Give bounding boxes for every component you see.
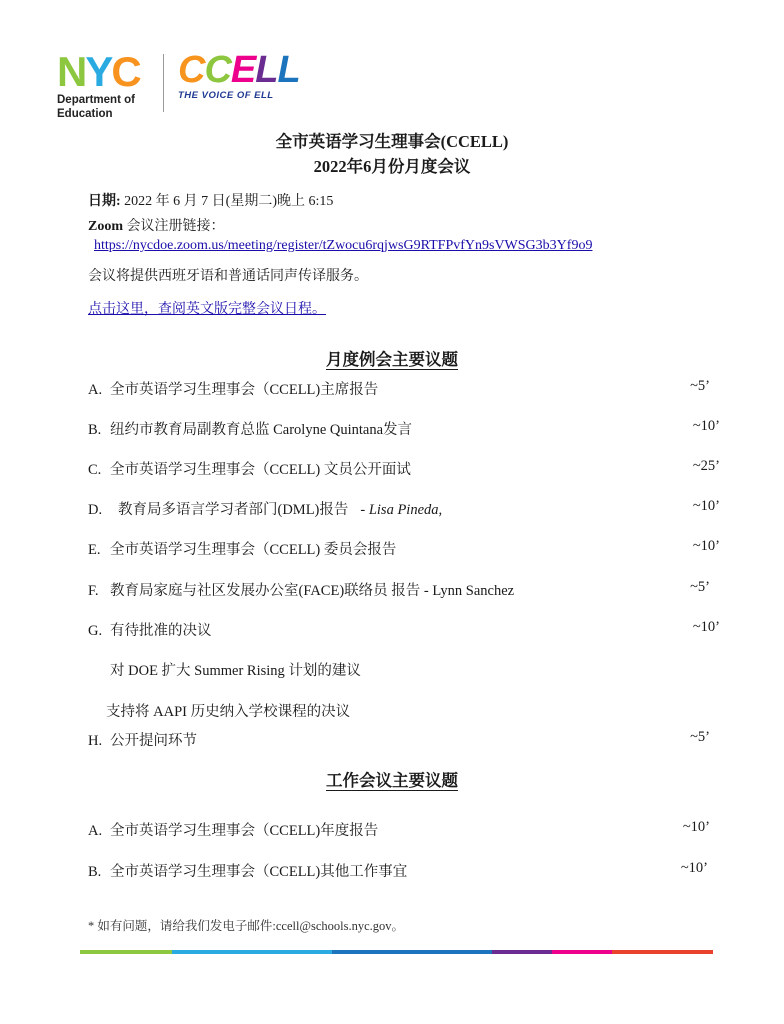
item-letter: C. <box>88 462 102 478</box>
agenda-item <box>88 729 720 750</box>
nyc-logo-line1: Department of <box>57 94 135 106</box>
ccell-letter-1: C <box>178 49 205 91</box>
item-time: ~5’ <box>690 579 710 595</box>
item-time: ~10’ <box>680 860 708 876</box>
nyc-letter-n: N <box>57 48 86 95</box>
working-section-heading <box>0 767 784 791</box>
item-time: ~10’ <box>692 538 720 554</box>
item-text: 有待批准的决议 <box>110 623 212 639</box>
date-value: 2022 年 6 月 7 日(星期二)晚上 6:15 <box>120 194 334 209</box>
item-letter: A. <box>88 823 103 839</box>
ccell-logo <box>178 49 300 101</box>
ccell-letters <box>178 49 300 91</box>
item-time: ~10’ <box>682 819 710 835</box>
footer-bar-green <box>80 950 172 954</box>
agenda-item <box>88 860 720 881</box>
agenda-item <box>88 538 720 559</box>
item-letter: D. <box>88 502 103 518</box>
resolution-item: 对 DOE 扩大 Summer Rising 计划的建议 <box>110 663 361 679</box>
ccell-letter-3: E <box>230 49 256 91</box>
ccell-letter-5: L <box>277 49 300 91</box>
footer-bar-pink <box>552 950 612 954</box>
nyc-doe-logo <box>57 48 157 120</box>
item-letter: F. <box>88 583 99 599</box>
ccell-letter-2: C <box>204 49 231 91</box>
logo-divider <box>163 54 164 112</box>
zoom-label: Zoom <box>88 219 123 234</box>
item-text: 纽约市教育局副教育总监 Carolyne Quintana发言 <box>110 422 413 438</box>
working-heading-text: 工作会议主要议题 <box>326 771 458 790</box>
page-title: 全市英语学习生理事会(CCELL) <box>275 132 509 151</box>
meeting-date <box>88 190 333 210</box>
item-letter: B. <box>88 422 102 438</box>
footer-bar-blue <box>332 950 492 954</box>
zoom-text: 会议注册链接： <box>123 219 225 234</box>
monthly-heading-text: 月度例会主要议题 <box>326 350 458 369</box>
item-text: 全市英语学习生理事会（CCELL)主席报告 <box>110 382 379 398</box>
item-text: 全市英语学习生理事会（CCELL)其他工作事宜 <box>110 864 408 880</box>
item-time: ~25’ <box>692 458 720 474</box>
agenda-item <box>88 819 720 840</box>
agenda-item <box>88 619 720 640</box>
footer-bar-red <box>612 950 713 954</box>
item-time: ~5’ <box>690 378 710 394</box>
nyc-letter-y: Y <box>85 48 112 95</box>
item-letter: B. <box>88 864 102 880</box>
nyc-logo-line2: Education <box>57 108 113 120</box>
item-time: ~10’ <box>692 498 720 514</box>
date-label: 日期: <box>88 194 121 209</box>
item-time: ~5’ <box>690 729 710 745</box>
footer-bar-purple <box>492 950 552 954</box>
item-time: ~10’ <box>692 619 720 635</box>
contact-footnote: * 如有问题，请给我们发电子邮件:ccell@schools.nyc.gov。 <box>88 919 404 933</box>
item-text: 教育局多语言学习者部门(DML)报告 <box>118 502 349 518</box>
zoom-registration <box>88 215 225 235</box>
item-text: 全市英语学习生理事会（CCELL)年度报告 <box>110 823 379 839</box>
item-letter: H. <box>88 733 103 749</box>
footer-color-bar <box>80 950 713 954</box>
agenda-item <box>88 458 720 479</box>
item-text: 全市英语学习生理事会（CCELL) 文员公开面试 <box>110 462 411 478</box>
item-text: 公开提问环节 <box>110 733 197 749</box>
item-letter: A. <box>88 382 103 398</box>
nyc-letters <box>57 48 157 95</box>
item-speaker: - Lisa Pineda, <box>360 502 443 518</box>
agenda-item <box>88 418 720 439</box>
agenda-item <box>88 378 720 399</box>
english-agenda-link[interactable]: 点击这里，查阅英文版完整会议日程。 <box>88 302 326 317</box>
zoom-registration-link[interactable]: https://nycdoe.zoom.us/meeting/register/tZwocu6rqjwsG9RTFPvfYn9sVWSG3b3Yf9o9 <box>94 238 593 253</box>
item-letter: E. <box>88 542 101 558</box>
agenda-item <box>88 579 720 600</box>
item-text: 教育局家庭与社区发展办公室(FACE)联络员 报告 - Lynn Sanchez <box>110 583 515 599</box>
agenda-item <box>88 498 720 519</box>
page-subtitle: 2022年6月份月度会议 <box>313 157 471 176</box>
item-time: ~10’ <box>692 418 720 434</box>
interpretation-note: 会议将提供西班牙语和普通话同声传译服务。 <box>88 269 368 284</box>
item-text: 全市英语学习生理事会（CCELL) 委员会报告 <box>110 542 397 558</box>
footer-bar-lightblue <box>172 950 332 954</box>
item-letter: G. <box>88 623 103 639</box>
ccell-tagline: THE VOICE OF ELL <box>178 90 274 101</box>
ccell-letter-4: L <box>255 49 278 91</box>
nyc-letter-c: C <box>111 48 140 95</box>
resolution-item: 支持将 AAPI 历史纳入学校课程的决议 <box>106 704 351 720</box>
monthly-section-heading <box>0 346 784 370</box>
